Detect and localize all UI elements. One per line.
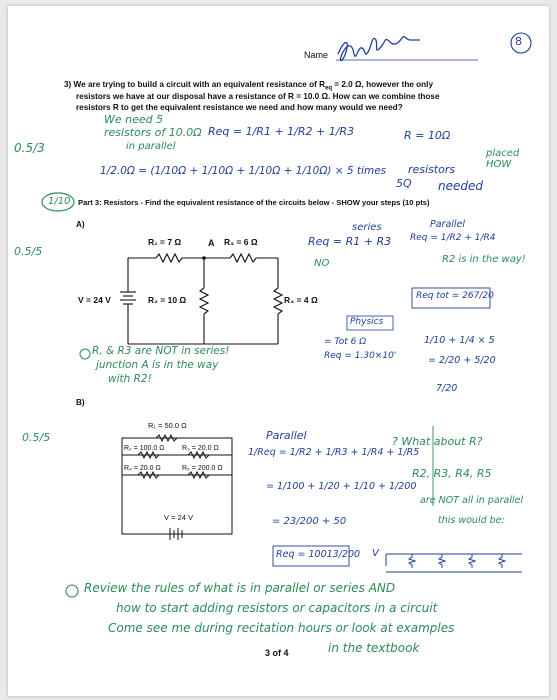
label-a-r4: R₄ = 4 Ω xyxy=(284,295,318,305)
b-hw-not-parallel: are NOT all in parallel xyxy=(420,495,524,506)
a-hw-frac1: 1/10 + 1/4 × 5 xyxy=(424,335,495,346)
label-a-r1: R₁ = 7 Ω xyxy=(148,237,182,247)
b-hw-result: = 23/200 + 50 xyxy=(272,516,347,527)
a-hw-physics: Physics xyxy=(350,317,384,327)
feedback-line4: in the textbook xyxy=(328,641,420,655)
a-feedback2: junction A is in the way xyxy=(96,359,219,371)
page-footer: 3 of 4 xyxy=(265,648,289,658)
circuit-a-label: A) xyxy=(76,220,85,229)
name-label: Name xyxy=(304,50,329,60)
label-b-r3: R₃ = 20.0 Ω xyxy=(182,445,219,452)
b-hw-this-would: this would be: xyxy=(438,515,505,526)
feedback-a-marker xyxy=(80,349,90,359)
a-hw-frac3: 7/20 xyxy=(436,383,458,394)
label-node-a: A xyxy=(208,238,215,248)
q3-line1: 3) We are trying to build a circuit with an equivalent resistance of $R_{eq} = 2.0$ Ω, however the only xyxy=(64,80,433,92)
b-hw-req-eq: 1/Req = 1/R2 + 1/R3 + 1/R4 + 1/R5 xyxy=(248,447,420,458)
a-hw-total: = Tot 6 Ω xyxy=(324,337,367,347)
circuit-a-score: 0.5/5 xyxy=(14,245,43,258)
signature-scribble xyxy=(338,37,420,61)
hw-parallel-sketch xyxy=(386,554,522,572)
q3-line3: resistors R to get the equivalent resistance we need and how many would we need? xyxy=(76,103,403,112)
feedback-line2: how to start adding resistors or capacitors in a circuit xyxy=(116,601,438,615)
page-number: 8 xyxy=(515,35,522,48)
b-hw-v-label: V xyxy=(372,548,379,559)
a-hw-req-parallel: Req = 1/R2 + 1/R4 xyxy=(410,233,496,243)
circuit-b-label: B) xyxy=(76,398,85,407)
part3-title: Part 3: Resistors - Find the equivalent resistance of the circuits below - SHOW your steps (10 pts) xyxy=(78,198,430,207)
feedback-marker-circle xyxy=(66,585,78,597)
q3-hw-need5: We need 5 xyxy=(104,113,164,126)
label-a-v: V = 24 V xyxy=(78,295,111,305)
label-b-r2: R₂ = 100.0 Ω xyxy=(124,445,165,452)
q3-hw-r-value: R = 10Ω xyxy=(404,129,451,142)
q3-hw-five: 5Q xyxy=(396,177,412,190)
junction-a-dot xyxy=(202,256,206,260)
a-hw-parallel: Parallel xyxy=(430,219,466,230)
feedback-line1: Review the rules of what is in parallel or series AND xyxy=(84,581,396,595)
part3-score: 1/10 xyxy=(48,196,71,207)
label-b-v: V = 24 V xyxy=(164,513,193,522)
resistor-r1 xyxy=(156,254,182,262)
a-hw-req-val: Req = 1.30×10' xyxy=(324,351,397,361)
resistor-r2 xyxy=(200,288,208,314)
b-hw-parallel: Parallel xyxy=(266,429,307,442)
a-feedback1: R, & R3 are NOT in series! xyxy=(92,345,230,357)
q3-hw-resistors-note: resistors xyxy=(408,163,456,176)
circuit-a xyxy=(120,254,282,344)
q3-hw-needed: needed xyxy=(438,179,483,193)
b-hw-req-final: Req = 10013/200 xyxy=(276,549,361,560)
q3-hw-resistors: resistors of 10.0Ω xyxy=(104,126,202,139)
worksheet-page xyxy=(8,6,549,696)
a-hw-req-tot: Req tot = 267/20 xyxy=(416,291,494,301)
a-hw-req-series: Req = R1 + R3 xyxy=(308,235,392,248)
label-b-r1: R₁ = 50.0 Ω xyxy=(148,421,187,430)
resistor-r3 xyxy=(230,254,256,262)
resistor-r4 xyxy=(274,288,282,314)
label-b-r5: R₅ = 200.0 Ω xyxy=(182,465,223,472)
label-a-r2: R₂ = 10 Ω xyxy=(148,295,187,305)
label-a-r3: R₃ = 6 Ω xyxy=(224,237,258,247)
a-hw-no: NO xyxy=(314,258,330,269)
b-hw-list: R2, R3, R4, R5 xyxy=(412,467,492,480)
b-hw-sum: = 1/100 + 1/20 + 1/10 + 1/200 xyxy=(266,481,417,492)
q3-hw-in-parallel: in parallel xyxy=(126,141,176,152)
q3-hw-placed-how: placed HOW xyxy=(486,148,520,170)
label-b-r4: R₄ = 20.0 Ω xyxy=(124,465,161,472)
q3-score: 0.5/3 xyxy=(14,141,45,155)
a-feedback3: with R2! xyxy=(108,373,152,385)
circuit-b-score: 0.5/5 xyxy=(22,431,51,444)
q3-line2: resistors we have at our disposal have a resistance of R = 10.0 Ω. How can we combine those xyxy=(76,92,440,101)
a-hw-r2-in-way: R2 is in the way! xyxy=(442,254,526,265)
q3-hw-req-eq: Req = 1/R1 + 1/R2 + 1/R3 xyxy=(208,125,355,138)
a-hw-frac2: = 2/20 + 5/20 xyxy=(428,355,496,366)
a-hw-series: series xyxy=(352,222,382,233)
b-hw-what-about: ? What about R? xyxy=(392,435,483,448)
q3-hw-sum: 1/2.0Ω = (1/10Ω + 1/10Ω + 1/10Ω + 1/10Ω) × 5 times xyxy=(100,165,387,177)
feedback-line3: Come see me during recitation hours or look at examples xyxy=(108,621,455,635)
